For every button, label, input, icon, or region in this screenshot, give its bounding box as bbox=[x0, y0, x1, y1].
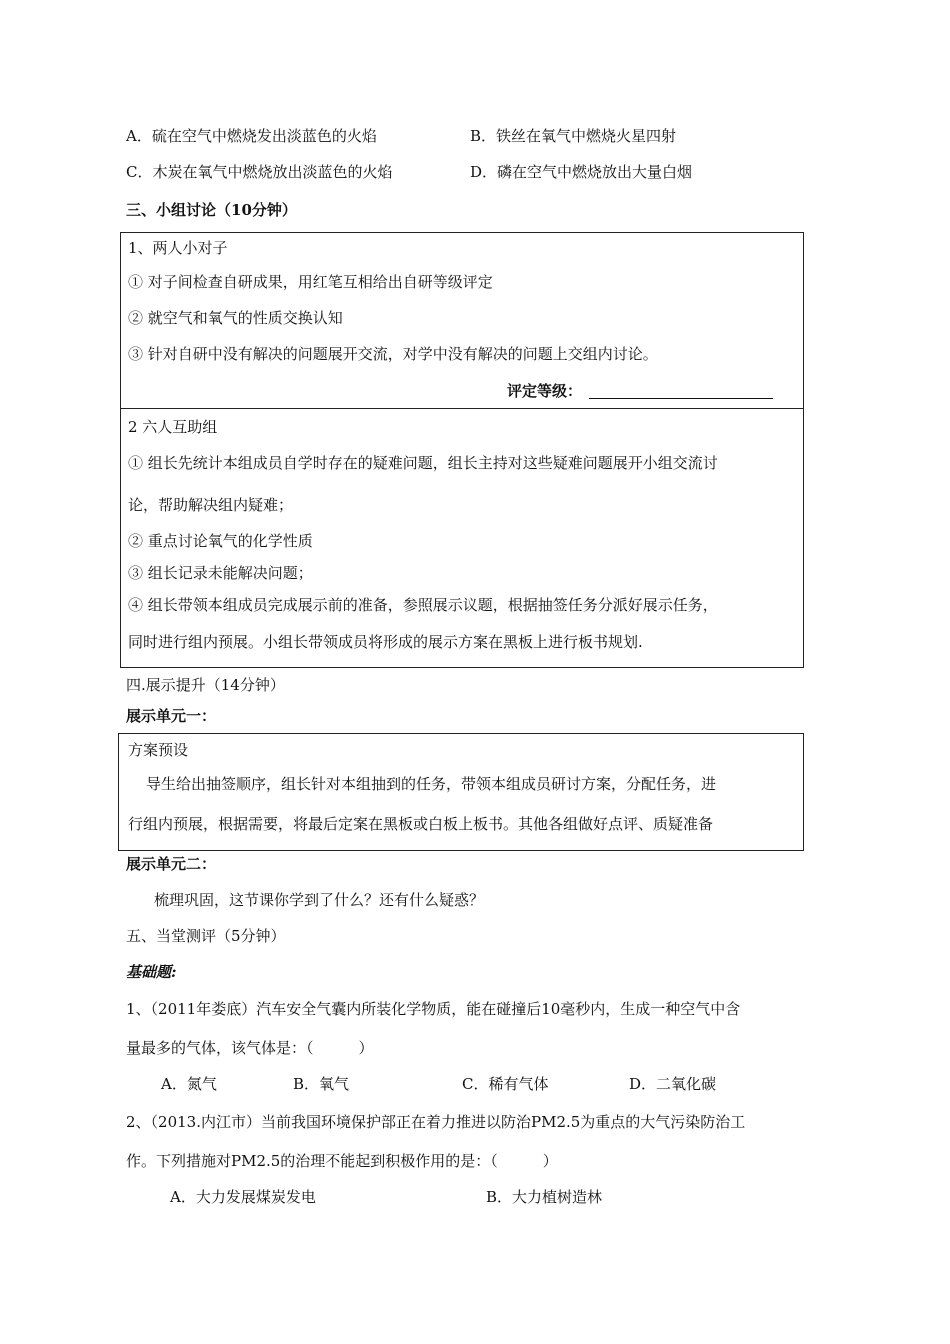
q1-option-c: C．稀有气体 bbox=[462, 1075, 549, 1093]
group-item-4-line2: 同时进行组内预展。小组长带领成员将形成的展示方案在黑板上进行板书规划. bbox=[128, 633, 643, 651]
plan-line-1: 导生给出抽签顺序，组长针对本组抽到的任务，带领本组成员研讨方案，分配任务，进 bbox=[146, 775, 717, 793]
section3-title: 三、小组讨论（10分钟） bbox=[126, 201, 297, 219]
section5-title: 五、当堂测评（5分钟） bbox=[126, 927, 286, 945]
basic-questions-label: 基础题: bbox=[126, 963, 177, 981]
plan-line-2: 行组内预展，根据需要，将最后定案在黑板或白板上板书。其他各组做好点评、质疑准备 bbox=[128, 815, 714, 833]
q1-option-a: A．氮气 bbox=[161, 1075, 217, 1093]
pair-discussion-box bbox=[120, 232, 804, 409]
pair-item-3: ③ 针对自研中没有解决的问题展开交流，对学中没有解决的问题上交组内讨论。 bbox=[128, 345, 658, 363]
q2-option-a: A．大力发展煤炭发电 bbox=[170, 1188, 316, 1206]
plan-heading: 方案预设 bbox=[128, 741, 189, 759]
pair-heading: 1、两人小对子 bbox=[128, 239, 228, 257]
review-prompt: 梳理巩固，这节课你学到了什么？还有什么疑惑？ bbox=[154, 891, 485, 909]
prev-option-d: D．磷在空气中燃烧放出大量白烟 bbox=[470, 163, 693, 181]
prev-option-a: A．硫在空气中燃烧发出淡蓝色的火焰 bbox=[126, 127, 377, 145]
q1-option-b: B．氧气 bbox=[293, 1075, 350, 1093]
group-item-3: ③ 组长记录未能解决问题； bbox=[128, 564, 313, 582]
group-item-1-line2: 论，帮助解决组内疑难； bbox=[128, 496, 294, 514]
prev-option-b: B．铁丝在氧气中燃烧火星四射 bbox=[470, 127, 677, 145]
q2-line-2: 作。下列措施对PM2.5的治理不能起到积极作用的是：（ ） bbox=[126, 1152, 558, 1170]
prev-option-c: C．木炭在氧气中燃烧放出淡蓝色的火焰 bbox=[126, 163, 393, 181]
group-heading: 2 六人互助组 bbox=[128, 418, 218, 436]
show-unit-1-title: 展示单元一： bbox=[126, 707, 217, 725]
section4-title-text: 四.展示提升（14分钟） bbox=[126, 676, 285, 694]
plan-box bbox=[118, 733, 804, 851]
pair-item-1: ① 对子间检查自研成果，用红笔互相给出自研等级评定 bbox=[128, 273, 493, 291]
q1-line-1: 1、（2011年娄底）汽车安全气囊内所装化学物质，能在碰撞后10毫秒内，生成一种空气中含 bbox=[126, 1000, 741, 1018]
pair-item-2: ② 就空气和氧气的性质交换认知 bbox=[128, 309, 343, 327]
group-item-4-line1: ④ 组长带领本组成员完成展示前的准备，参照展示议题，根据抽签任务分派好展示任务， bbox=[128, 596, 718, 614]
group-discussion-box bbox=[120, 408, 804, 668]
group-item-2: ② 重点讨论氧气的化学性质 bbox=[128, 532, 313, 550]
q1-option-d: D．二氧化碳 bbox=[629, 1075, 717, 1093]
q2-option-b: B．大力植树造林 bbox=[486, 1188, 603, 1206]
q1-line-2: 量最多的气体，该气体是：（ ） bbox=[126, 1039, 374, 1057]
rating-field[interactable] bbox=[589, 398, 773, 399]
rating-label: 评定等级： bbox=[507, 382, 583, 400]
group-item-1-line1: ① 组长先统计本组成员自学时存在的疑难问题，组长主持对这些疑难问题展开小组交流讨 bbox=[128, 454, 718, 472]
q2-line-1: 2、（2013.内江市）当前我国环境保护部正在着力推进以防治PM2.5为重点的大气污染防治工 bbox=[126, 1113, 746, 1131]
section4-title bbox=[126, 678, 285, 693]
show-unit-2-title: 展示单元二： bbox=[126, 855, 217, 873]
